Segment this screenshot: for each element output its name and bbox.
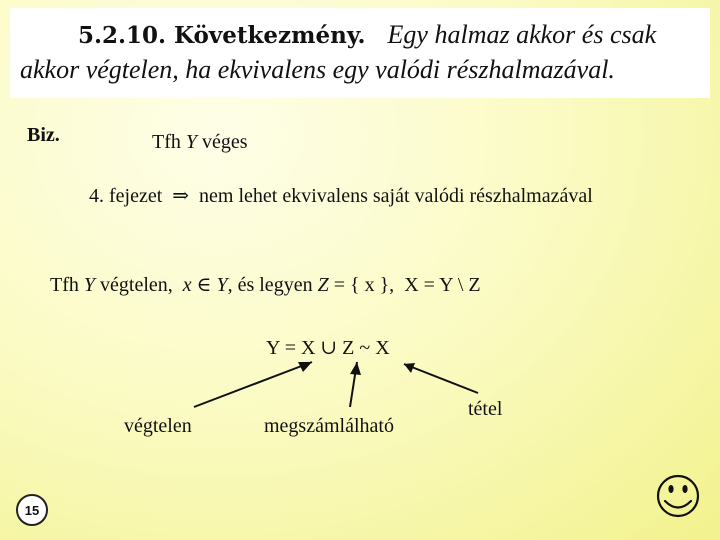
arrow-theorem [404,364,478,393]
implies-symbol: ⇒ [172,185,190,207]
main-equation: Y = X ∪ Z ~ X [266,337,390,359]
singleton-set: = { x }, [333,274,395,296]
arrow-infinite [194,362,312,407]
case-finite-prefix: Tfh [152,131,181,153]
chapter-ref: 4. fejezet [89,185,163,207]
chapter-reference [89,183,593,208]
chapter-ref-text: nem lehet ekvivalens saját valódi részhalmazával [199,185,593,207]
arrowhead-infinite [298,362,312,372]
element-of-symbol: ∈ [196,274,212,296]
case-infinite [50,272,481,297]
label-infinite: végtelen [124,415,192,437]
arrowhead-theorem [404,363,415,373]
label-countable: megszámlálható [264,415,394,437]
var-y: Y [83,274,96,296]
var-y: Y [216,274,228,296]
proof-label: Biz. [27,124,60,146]
case-infinite-text1: végtelen, [100,274,173,296]
case-infinite-text2: , és legyen [227,274,313,296]
case-finite-suffix: véges [202,131,248,153]
arrowhead-countable [350,362,361,375]
label-theorem: tétel [468,398,503,420]
corollary-statement-part2: akkor végtelen, ha ekvivalens egy valódi részhalmazával. [20,55,615,84]
set-x-definition: X = Y \ Z [404,274,481,296]
var-y: Y [185,131,198,153]
corollary-title: 5.2.10. Következmény. [78,22,366,49]
case-infinite-prefix: Tfh [50,274,79,296]
case-finite [152,131,248,154]
smiley-face-icon [656,474,700,518]
corollary-box [10,8,710,98]
arrow-countable [350,362,357,407]
page-number: 15 [16,494,48,526]
var-z: Z [317,274,329,296]
corollary-statement-part1: Egy halmaz akkor és csak [387,20,657,49]
corollary-line-1 [20,18,696,53]
var-x: x [182,274,192,296]
